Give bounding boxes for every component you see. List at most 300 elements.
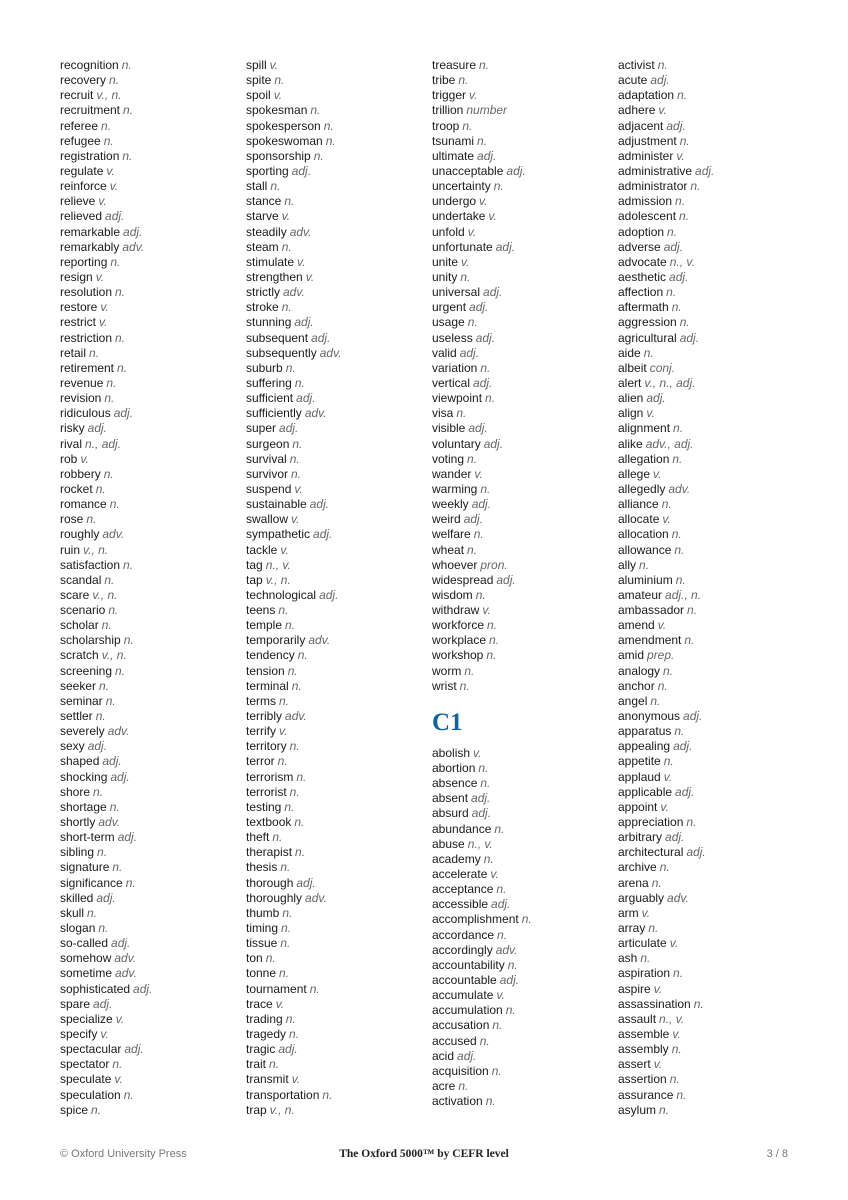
part-of-speech: v., n. — [269, 1102, 295, 1117]
word-entry — [246, 860, 426, 875]
part-of-speech: adj. — [471, 791, 491, 806]
copyright-text: © Oxford University Press — [60, 1148, 187, 1160]
headword: settler — [60, 709, 93, 724]
part-of-speech: v. — [490, 867, 499, 882]
word-entry — [432, 467, 612, 482]
headword: shortly — [60, 815, 96, 830]
part-of-speech: n. — [91, 1102, 102, 1117]
part-of-speech: n. — [115, 285, 126, 300]
headword: reporting — [60, 254, 108, 269]
headword: assert — [618, 1057, 651, 1072]
word-entry — [618, 300, 798, 315]
part-of-speech: v. — [646, 406, 655, 421]
part-of-speech: n. — [677, 88, 688, 103]
word-entry — [60, 285, 240, 300]
part-of-speech: n. — [291, 466, 302, 481]
part-of-speech: n., v. — [659, 1011, 685, 1026]
part-of-speech: v. — [653, 981, 663, 996]
word-entry — [60, 876, 240, 891]
headword: regulate — [60, 163, 104, 178]
part-of-speech: adj. — [102, 754, 122, 769]
part-of-speech: n. — [296, 769, 307, 784]
part-of-speech: n. — [687, 603, 698, 618]
word-entry — [246, 633, 426, 648]
headword: rival — [60, 436, 83, 451]
part-of-speech: adj. — [663, 239, 684, 254]
part-of-speech: v. — [294, 481, 303, 496]
word-entry — [246, 982, 426, 997]
word-entry — [246, 845, 426, 860]
part-of-speech: v. — [660, 799, 669, 814]
word-entry — [618, 876, 798, 891]
part-of-speech: n. — [95, 481, 106, 496]
word-entry — [432, 527, 612, 542]
headword: withdraw — [432, 603, 480, 618]
part-of-speech: adv. — [495, 942, 518, 957]
headword: urgent — [432, 300, 467, 315]
word-entry — [618, 103, 798, 118]
headword: sufficient — [246, 391, 294, 406]
headword: alike — [618, 436, 643, 451]
part-of-speech: n. — [279, 966, 290, 981]
part-of-speech: n. — [478, 761, 489, 776]
headword: troop — [432, 118, 460, 133]
headword: so-called — [60, 936, 109, 951]
word-entry — [60, 906, 240, 921]
word-entry — [246, 876, 426, 891]
headword: absurd — [432, 806, 469, 821]
part-of-speech: n. — [313, 148, 324, 163]
part-of-speech: n. — [661, 497, 672, 512]
word-entry — [618, 346, 798, 361]
part-of-speech: adj. — [105, 209, 125, 224]
part-of-speech: n. — [684, 633, 695, 648]
word-entry — [432, 497, 612, 512]
part-of-speech: n. — [480, 776, 491, 791]
word-entry — [432, 588, 612, 603]
word-entry — [60, 331, 240, 346]
word-entry — [618, 1103, 798, 1118]
headword: assault — [618, 1011, 657, 1026]
column-1 — [60, 58, 240, 1118]
headword: screening — [60, 663, 113, 678]
part-of-speech: adj. — [133, 981, 153, 996]
headword: align — [618, 406, 644, 421]
word-entry — [246, 179, 426, 194]
headword: spokesman — [246, 103, 308, 118]
part-of-speech: adv. — [115, 966, 137, 981]
word-entry — [246, 300, 426, 315]
word-entry — [618, 88, 798, 103]
part-of-speech: n., adj. — [85, 436, 122, 451]
word-entry — [618, 951, 798, 966]
word-entry — [618, 906, 798, 921]
headword: satisfaction — [60, 557, 121, 572]
word-entry — [432, 376, 612, 391]
headword: robbery — [60, 466, 101, 481]
headword: restriction — [60, 330, 113, 345]
word-entry — [246, 103, 426, 118]
word-entry — [60, 406, 240, 421]
headword: thorough — [246, 875, 294, 890]
headword: seeker — [60, 678, 97, 693]
column-3 — [432, 58, 612, 1109]
headword: shocking — [60, 769, 108, 784]
word-entry — [246, 391, 426, 406]
headword: allegedly — [618, 481, 666, 496]
column-2 — [246, 58, 426, 1118]
headword: valid — [432, 345, 457, 360]
word-entry — [246, 437, 426, 452]
headword: aspire — [618, 981, 651, 996]
word-entry — [246, 603, 426, 618]
headword: scandal — [60, 572, 102, 587]
part-of-speech: adj. — [93, 996, 113, 1011]
part-of-speech: v. — [469, 88, 478, 103]
headword: arbitrary — [618, 830, 663, 845]
part-of-speech: n. — [104, 572, 115, 587]
part-of-speech: n. — [284, 799, 295, 814]
word-entry — [60, 997, 240, 1012]
headword: accordance — [432, 927, 495, 942]
headword: thoroughly — [246, 890, 303, 905]
part-of-speech: n. — [123, 633, 134, 648]
word-entry — [432, 679, 612, 694]
headword: scare — [60, 587, 90, 602]
word-entry — [60, 179, 240, 194]
word-entry — [246, 315, 426, 330]
headword: uncertainty — [432, 179, 491, 194]
word-entry — [618, 149, 798, 164]
part-of-speech: adv. — [283, 285, 305, 300]
part-of-speech: n. — [109, 73, 120, 88]
headword: shaped — [60, 754, 100, 769]
headword: accumulation — [432, 1003, 503, 1018]
part-of-speech: n. — [284, 194, 295, 209]
headword: voting — [432, 451, 465, 466]
part-of-speech: v. — [279, 724, 288, 739]
headword: tag — [246, 557, 263, 572]
word-entry — [618, 815, 798, 830]
word-entry — [60, 376, 240, 391]
part-of-speech: adj. — [87, 421, 108, 436]
headword: visa — [432, 406, 454, 421]
part-of-speech: n. — [289, 784, 300, 799]
word-entry — [60, 664, 240, 679]
headword: speculate — [60, 1072, 112, 1087]
word-entry — [60, 603, 240, 618]
headword: trait — [246, 1057, 267, 1072]
headword: abortion — [432, 761, 476, 776]
part-of-speech: n. — [675, 572, 686, 587]
part-of-speech: n. — [659, 860, 670, 875]
part-of-speech: n. — [265, 951, 276, 966]
part-of-speech: adj. — [294, 315, 314, 330]
word-entry — [432, 1079, 612, 1094]
part-of-speech: adj. — [499, 973, 520, 988]
word-entry — [618, 694, 798, 709]
headword: tap — [246, 572, 263, 587]
word-entry — [246, 1042, 426, 1057]
word-entry — [432, 482, 612, 497]
part-of-speech: n. — [280, 860, 291, 875]
word-entry — [246, 467, 426, 482]
part-of-speech: n. — [671, 527, 682, 542]
word-entry — [618, 1057, 798, 1072]
word-entry — [618, 921, 798, 936]
headword: alliance — [618, 497, 659, 512]
word-entry — [618, 119, 798, 134]
part-of-speech: n. — [671, 1042, 682, 1057]
part-of-speech: v. — [496, 988, 505, 1003]
headword: amid — [618, 648, 645, 663]
word-entry — [60, 739, 240, 754]
part-of-speech: v. — [474, 466, 483, 481]
word-entry — [618, 73, 798, 88]
part-of-speech: v. — [479, 194, 488, 209]
word-entry — [618, 785, 798, 800]
part-of-speech: n. — [505, 1003, 516, 1018]
headword: terrorist — [246, 784, 287, 799]
headword: slogan — [60, 921, 96, 936]
headword: accomplishment — [432, 912, 519, 927]
headword: alert — [618, 375, 642, 390]
word-entry — [618, 724, 798, 739]
part-of-speech: n. — [643, 345, 654, 360]
part-of-speech: n. — [115, 330, 126, 345]
part-of-speech: n. — [693, 996, 704, 1011]
word-entry — [432, 943, 612, 958]
word-entry — [60, 421, 240, 436]
part-of-speech: n. — [99, 678, 110, 693]
part-of-speech: n. — [673, 421, 684, 436]
headword: tissue — [246, 936, 278, 951]
part-of-speech: n. — [280, 936, 291, 951]
word-entry — [60, 119, 240, 134]
part-of-speech: conj. — [649, 360, 676, 375]
word-entry — [60, 58, 240, 73]
headword: anonymous — [618, 709, 681, 724]
part-of-speech: adj. — [686, 845, 706, 860]
part-of-speech: v. — [99, 315, 108, 330]
part-of-speech: adj. — [471, 806, 492, 821]
headword: aggression — [618, 315, 677, 330]
part-of-speech: n. — [669, 1072, 680, 1087]
word-entry — [246, 997, 426, 1012]
headword: advocate — [618, 254, 667, 269]
headword: spare — [60, 996, 91, 1011]
word-entry — [246, 376, 426, 391]
word-entry — [618, 830, 798, 845]
headword: shore — [60, 784, 91, 799]
part-of-speech: n. — [323, 118, 334, 133]
headword: applaud — [618, 769, 661, 784]
part-of-speech: n. — [282, 905, 293, 920]
headword: analogy — [618, 663, 661, 678]
headword: ruin — [60, 542, 81, 557]
word-entry — [618, 225, 798, 240]
headword: remarkable — [60, 224, 121, 239]
word-entry — [246, 361, 426, 376]
headword: roughly — [60, 527, 100, 542]
part-of-speech: pron. — [480, 557, 508, 572]
headword: assemble — [618, 1027, 670, 1041]
word-entry — [432, 194, 612, 209]
headword: accelerate — [432, 867, 488, 882]
headword: trillion — [432, 103, 464, 118]
headword: restore — [60, 300, 98, 315]
word-entry — [432, 225, 612, 240]
word-entry — [246, 421, 426, 436]
headword: abundance — [432, 821, 492, 836]
part-of-speech: adj. — [683, 709, 703, 724]
word-entry — [60, 800, 240, 815]
headword: activist — [618, 58, 655, 72]
part-of-speech: adj. — [650, 73, 670, 88]
part-of-speech: adj. — [483, 285, 503, 300]
word-entry — [432, 300, 612, 315]
part-of-speech: n. — [479, 58, 490, 72]
word-entry — [432, 822, 612, 837]
headword: ambassador — [618, 603, 685, 618]
headword: architectural — [618, 845, 684, 860]
word-entry — [246, 770, 426, 785]
headword: seminar — [60, 693, 103, 708]
part-of-speech: adv. — [107, 724, 130, 739]
word-entry — [246, 240, 426, 255]
headword: super — [246, 421, 277, 436]
headword: specify — [60, 1027, 98, 1041]
headword: aide — [618, 345, 641, 360]
headword: accessible — [432, 897, 489, 912]
word-entry — [618, 467, 798, 482]
part-of-speech: n. — [117, 360, 128, 375]
headword: theft — [246, 830, 270, 845]
word-entry — [246, 331, 426, 346]
headword: spice — [60, 1102, 89, 1117]
word-entry — [60, 1057, 240, 1072]
part-of-speech: n. — [121, 58, 132, 72]
headword: tribe — [432, 73, 456, 88]
part-of-speech: n. — [657, 58, 668, 72]
word-entry — [246, 724, 426, 739]
part-of-speech: n. — [281, 300, 292, 315]
part-of-speech: adv. — [285, 709, 307, 724]
headword: allocation — [618, 527, 669, 542]
headword: revision — [60, 391, 102, 406]
headword: tragic — [246, 1042, 276, 1057]
headword: adjacent — [618, 118, 664, 133]
word-entry — [246, 951, 426, 966]
headword: acquisition — [432, 1063, 489, 1078]
headword: temporarily — [246, 633, 306, 648]
headword: suburb — [246, 360, 283, 375]
headword: sporting — [246, 163, 289, 178]
headword: aesthetic — [618, 269, 667, 284]
headword: alien — [618, 391, 644, 406]
part-of-speech: n. — [496, 882, 507, 897]
word-entry — [246, 406, 426, 421]
headword: arm — [618, 905, 639, 920]
word-entry — [618, 891, 798, 906]
part-of-speech: v. — [98, 194, 107, 209]
headword: recovery — [60, 73, 107, 88]
word-entry — [432, 988, 612, 1003]
part-of-speech: adj. — [506, 163, 526, 178]
headword: terribly — [246, 709, 283, 724]
part-of-speech: v. — [676, 148, 685, 163]
word-entry — [60, 512, 240, 527]
headword: scholarship — [60, 633, 121, 648]
word-entry — [618, 240, 798, 255]
word-entry — [432, 852, 612, 867]
part-of-speech: n. — [679, 315, 690, 330]
headword: romance — [60, 497, 107, 512]
part-of-speech: adj. — [123, 224, 143, 239]
headword: trap — [246, 1102, 267, 1117]
headword: sympathetic — [246, 527, 311, 542]
headword: stimulate — [246, 254, 295, 269]
word-entry — [246, 618, 426, 633]
part-of-speech: adj. — [646, 391, 666, 406]
part-of-speech: adj. — [665, 830, 685, 845]
part-of-speech: adj. — [87, 739, 108, 754]
part-of-speech: adj. — [477, 148, 497, 163]
word-entry — [60, 225, 240, 240]
part-of-speech: adj. — [695, 163, 715, 178]
word-entry — [618, 391, 798, 406]
headword: ultimate — [432, 148, 475, 163]
part-of-speech: adv. — [308, 633, 331, 648]
part-of-speech: n. — [97, 845, 108, 860]
headword: surgeon — [246, 436, 290, 451]
word-entry — [618, 194, 798, 209]
word-entry — [618, 860, 798, 875]
part-of-speech: v. — [115, 1011, 125, 1026]
headword: strictly — [246, 285, 280, 300]
headword: activation — [432, 1094, 483, 1109]
headword: adoption — [618, 224, 665, 239]
part-of-speech: v. — [658, 103, 667, 118]
headword: warming — [432, 481, 478, 496]
part-of-speech: adv., adj. — [645, 436, 694, 451]
headword: skull — [60, 905, 85, 920]
headword: accountability — [432, 957, 505, 972]
word-entry — [618, 997, 798, 1012]
part-of-speech: adv. — [304, 406, 327, 421]
headword: archive — [618, 860, 657, 875]
word-entry — [246, 88, 426, 103]
part-of-speech: n. — [104, 391, 115, 406]
headword: acre — [432, 1079, 456, 1093]
headword: articulate — [618, 936, 667, 951]
part-of-speech: v. — [114, 1072, 123, 1087]
word-entry — [618, 770, 798, 785]
headword: remarkably — [60, 239, 120, 254]
part-of-speech: n. — [295, 845, 306, 860]
word-entry — [60, 361, 240, 376]
word-entry — [60, 679, 240, 694]
headword: accused — [432, 1033, 477, 1048]
headword: stroke — [246, 300, 279, 315]
headword: academy — [432, 851, 481, 866]
part-of-speech: adj., n. — [665, 587, 702, 602]
word-entry — [432, 746, 612, 761]
part-of-speech: n. — [285, 1011, 296, 1026]
headword: significance — [60, 875, 123, 890]
word-entry — [432, 791, 612, 806]
headword: universal — [432, 285, 481, 300]
